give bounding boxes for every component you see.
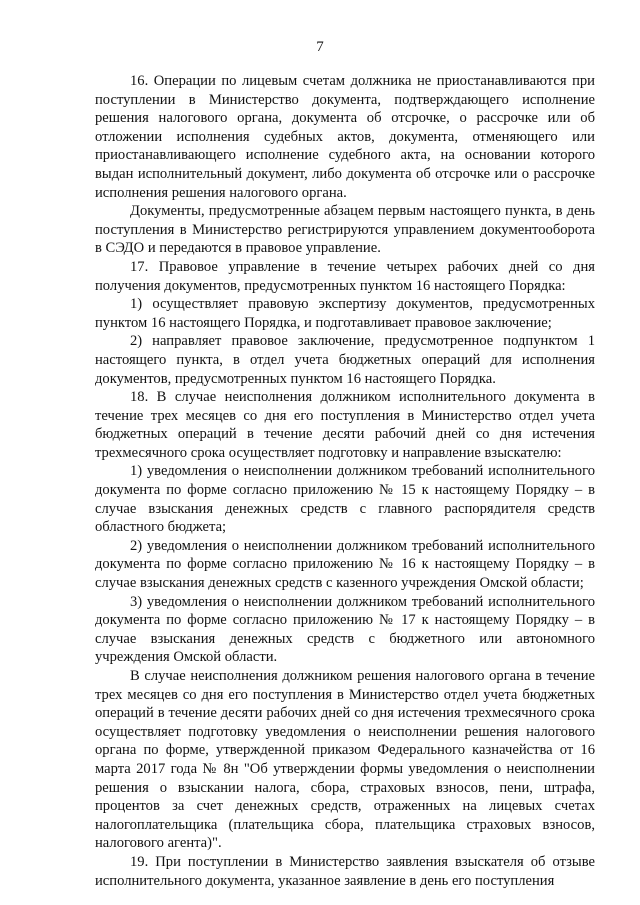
page-number: 7	[316, 39, 324, 55]
paragraph-18-item-3: 3) уведомления о неисполнении должником требований исполнительного документа по форме согласно приложению № 17 к настоящему Порядку – в случае взыскания денежных средств с бюджетного или автономного учреждения Омской области.	[95, 593, 595, 666]
paragraph-16-documents: Документы, предусмотренные абзацем первым настоящего пункта, в день поступления в Министерство регистрируются управлением документооборота в СЭДО и передаются в правовое управление.	[95, 203, 595, 257]
paragraph-16: 16. Операции по лицевым счетам должника не приостанавливаются при поступлении в Министерство документа, подтверждающего исполнение решения налогового органа, документа об отсрочке, о рассрочке или об отложении исполнения судебных актов, документа, отменяющего или приостанавливающего исполнение судебного акта, на основании которого выдан исполнительный документ, либо документа об отсрочке или о рассрочке исполнения решения налогового органа.	[95, 73, 595, 201]
paragraph-18-item-1: 1) уведомления о неисполнении должником требований исполнительного документа по форме согласно приложению № 15 к настоящему Порядку – в случае взыскания денежных средств с главного распорядителя средств областного бюджета;	[95, 463, 595, 536]
paragraph-19: 19. При поступлении в Министерство заявления взыскателя об отзыве исполнительного документа, указанное заявление в день его поступления	[95, 853, 595, 889]
paragraph-17: 17. Правовое управление в течение четырех рабочих дней со дня получения документов, предусмотренных пунктом 16 настоящего Порядка:	[95, 258, 595, 294]
paragraph-18-tax-authority: В случае неисполнения должником решения налогового органа в течение трех месяцев со дня его поступления в Министерство отдел учета бюджетных операций в течение десяти рабочих дней со дня истечения трехмесячного срока осуществляет подготовку уведомления о неисполнении решения налогового органа по форме, утвержденной приказом Федерального казначейства от 16 марта 2017 года № 8н "Об утверждении формы уведомления о неисполнении решения о взыскании налога, сбора, страховых взносов, пени, штрафа, процентов за счет денежных средств, отраженных на лицевых счетах налогоплательщика (плательщика сбора, плательщика страховых взносов, налогового агента)".	[95, 668, 595, 852]
document-body	[95, 72, 595, 890]
paragraph-17-item-1: 1) осуществляет правовую экспертизу документов, предусмотренных пунктом 16 настоящего Порядка, и подготавливает правовое заключение;	[95, 296, 595, 331]
paragraph-18: 18. В случае неисполнения должником исполнительного документа в течение трех месяцев со дня его поступления в Министерство отдел учета бюджетных операций в течение десяти рабочий дней со дня истечения трехмесячного срока осуществляет подготовку и направление взыскателю:	[95, 389, 595, 461]
paragraph-17-item-2: 2) направляет правовое заключение, предусмотренное подпунктом 1 настоящего пункта, в отдел учета бюджетных операций для исполнения документов, предусмотренных пунктом 16 настоящего Порядка.	[95, 333, 595, 387]
paragraph-18-item-2: 2) уведомления о неисполнении должником требований исполнительного документа по форме согласно приложению № 16 к настоящему Порядку – в случае взыскания денежных средств с казенного учреждения Омской области;	[95, 537, 595, 592]
